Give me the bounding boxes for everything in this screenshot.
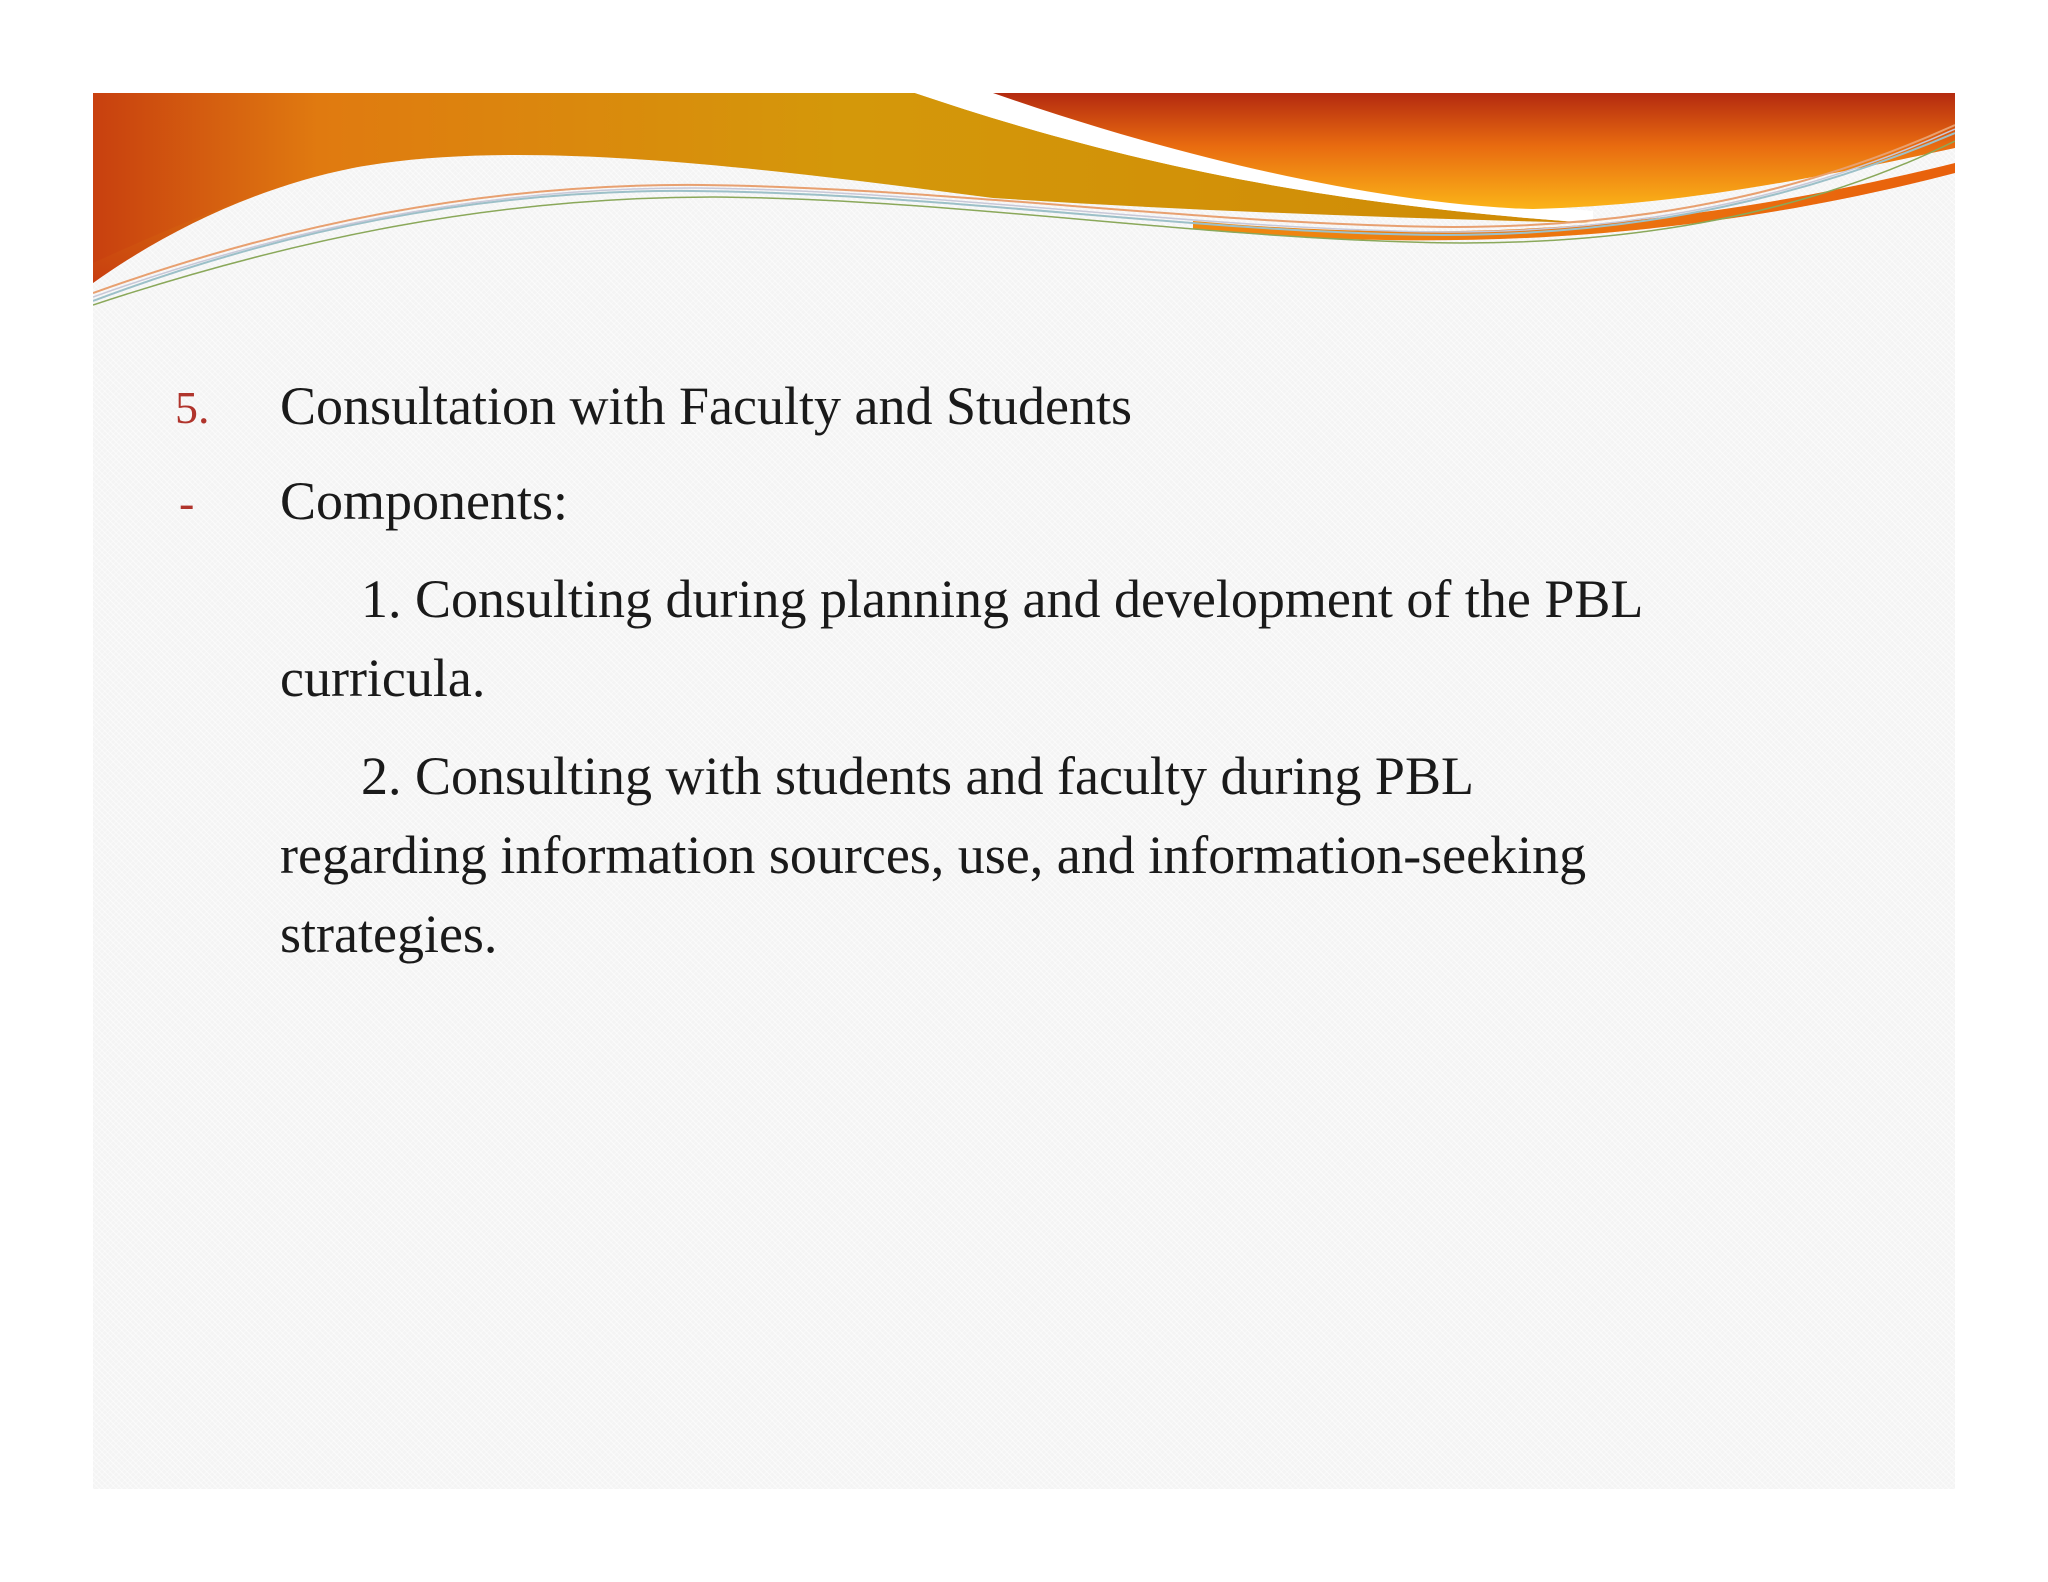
sub-item-1-line-1: 1. Consulting during planning and development of the PBL	[361, 569, 1644, 629]
components-label: Components:	[280, 471, 569, 531]
slide-heading: Consultation with Faculty and Students	[280, 376, 1132, 436]
sub-item-1-line-2: curricula.	[280, 648, 486, 708]
list-number-marker: 5.	[175, 382, 210, 433]
slide-content	[93, 93, 1955, 1489]
sub-item-2-line-3: strategies.	[280, 904, 498, 964]
sub-item-2-line-1: 2. Consulting with students and faculty during PBL	[361, 746, 1474, 806]
slide	[93, 93, 1955, 1489]
sub-item-2-line-2: regarding information sources, use, and information-seeking	[280, 825, 1587, 885]
dash-bullet-marker: -	[179, 477, 195, 528]
